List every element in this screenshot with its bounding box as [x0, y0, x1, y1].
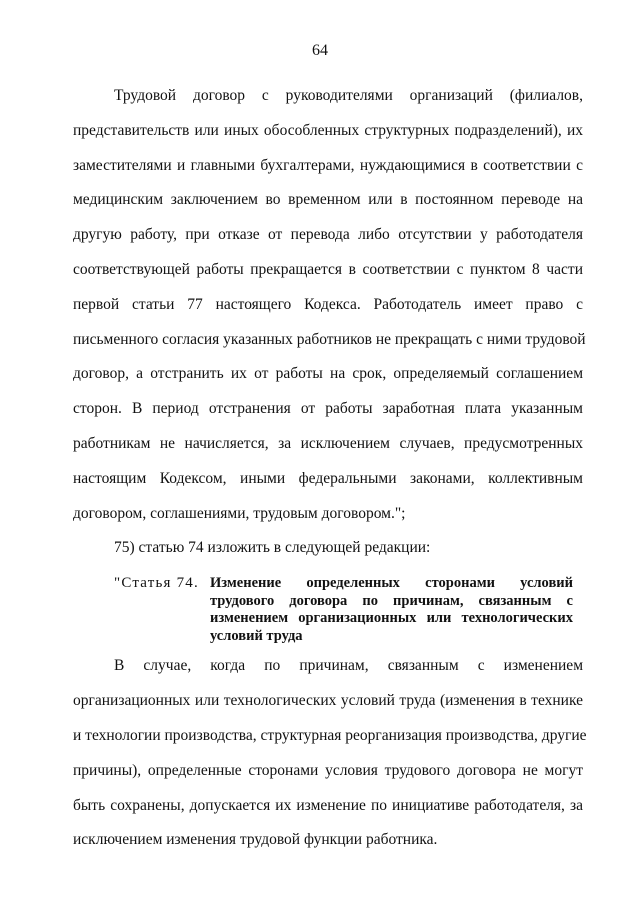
text-line: первой статьи 77 настоящего Кодекса. Работодатель имеет право с [73, 296, 583, 313]
text-line: В случае, когда по причинам, связанным с изменением [114, 657, 583, 674]
text-line: сторон. В период отстранения от работы заработная плата указанным [73, 400, 583, 417]
article-title-line: условий труда [210, 628, 303, 644]
text-line: Трудовой договор с руководителями организаций (филиалов, [114, 87, 583, 104]
text-line: договором, соглашениями, трудовым договором."; [73, 505, 406, 522]
text-line: исключением изменения трудовой функции работника. [73, 831, 438, 848]
text-line: другую работу, при отказе от перевода либо отсутствии у работодателя [73, 226, 583, 243]
text-line: заместителями и главными бухгалтерами, нуждающимися в соответствии с [73, 157, 583, 174]
article-label: "Статья 74. [114, 575, 199, 591]
text-line: работникам не начисляется, за исключением случаев, предусмотренных [73, 435, 583, 452]
article-title-line: изменением организационных или технологических [210, 610, 573, 626]
text-line: представительств или иных обособленных структурных подразделений), их [73, 122, 583, 139]
article-title-line: Изменение определенных сторонами условий [210, 575, 573, 591]
article-title-line: трудового договора по причинам, связанным с [210, 593, 573, 609]
text-line: письменного согласия указанных работников не прекращать с ними трудовой [73, 331, 586, 348]
text-line: быть сохранены, допускается их изменение по инициативе работодателя, за [73, 797, 583, 814]
text-line: договор, а отстранить их от работы на срок, определяемый соглашением [73, 365, 583, 382]
text-line: и технологии производства, структурная реорганизация производства, другие [73, 727, 587, 744]
text-line: организационных или технологических условий труда (изменения в технике [73, 692, 583, 709]
text-line: настоящим Кодексом, иными федеральными законами, коллективным [73, 470, 583, 487]
page-number: 64 [312, 42, 328, 59]
text-line: причины), определенные сторонами условия трудового договора не могут [73, 762, 583, 779]
amendment-item-75: 75) статью 74 изложить в следующей редакции: [114, 539, 431, 556]
text-line: медицинским заключением во временном или в постоянном переводе на [73, 191, 583, 208]
text-line: соответствующей работы прекращается в соответствии с пунктом 8 части [73, 261, 583, 278]
